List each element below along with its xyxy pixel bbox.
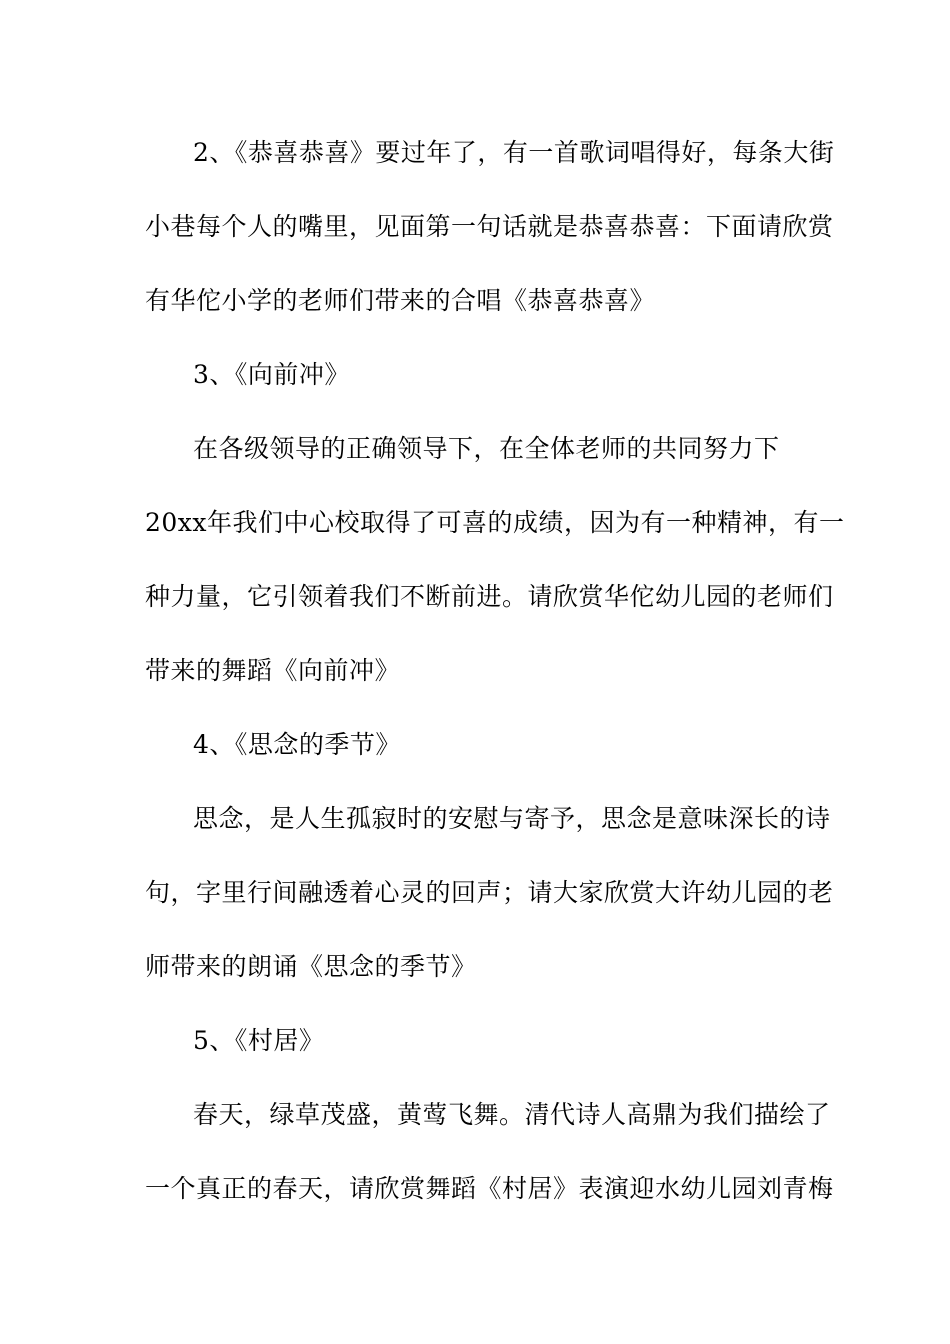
paragraph-line: 种力量，它引领着我们不断前进。请欣赏华佗幼儿园的老师们: [145, 582, 834, 611]
paragraph-line: 一个真正的春天，请欣赏舞蹈《村居》表演迎水幼儿园刘青梅: [145, 1174, 834, 1203]
paragraph-line: 小巷每个人的嘴里，见面第一句话就是恭喜恭喜：下面请欣赏: [145, 212, 834, 241]
paragraph-line: 有华佗小学的老师们带来的合唱《恭喜恭喜》: [145, 286, 656, 315]
paragraph-line: 师带来的朗诵《思念的季节》: [145, 952, 477, 981]
paragraph-line: 带来的舞蹈《向前冲》: [145, 656, 401, 685]
section-heading: 3、《向前冲》: [193, 360, 350, 389]
paragraph-line: 2、《恭喜恭喜》要过年了，有一首歌词唱得好，每条大街: [193, 138, 835, 167]
paragraph-line: 思念，是人生孤寂时的安慰与寄予，思念是意味深长的诗: [193, 804, 831, 833]
section-heading: 5、《村居》: [193, 1026, 325, 1055]
paragraph-line: 在各级领导的正确领导下，在全体老师的共同努力下: [193, 434, 780, 463]
paragraph-line: 春天，绿草茂盛，黄莺飞舞。清代诗人高鼎为我们描绘了: [193, 1100, 831, 1129]
paragraph-line: 20xx年我们中心校取得了可喜的成绩，因为有一种精神，有一: [145, 508, 845, 537]
paragraph-line: 句，字里行间融透着心灵的回声；请大家欣赏大许幼儿园的老: [145, 878, 834, 907]
section-heading: 4、《思念的季节》: [193, 730, 401, 759]
